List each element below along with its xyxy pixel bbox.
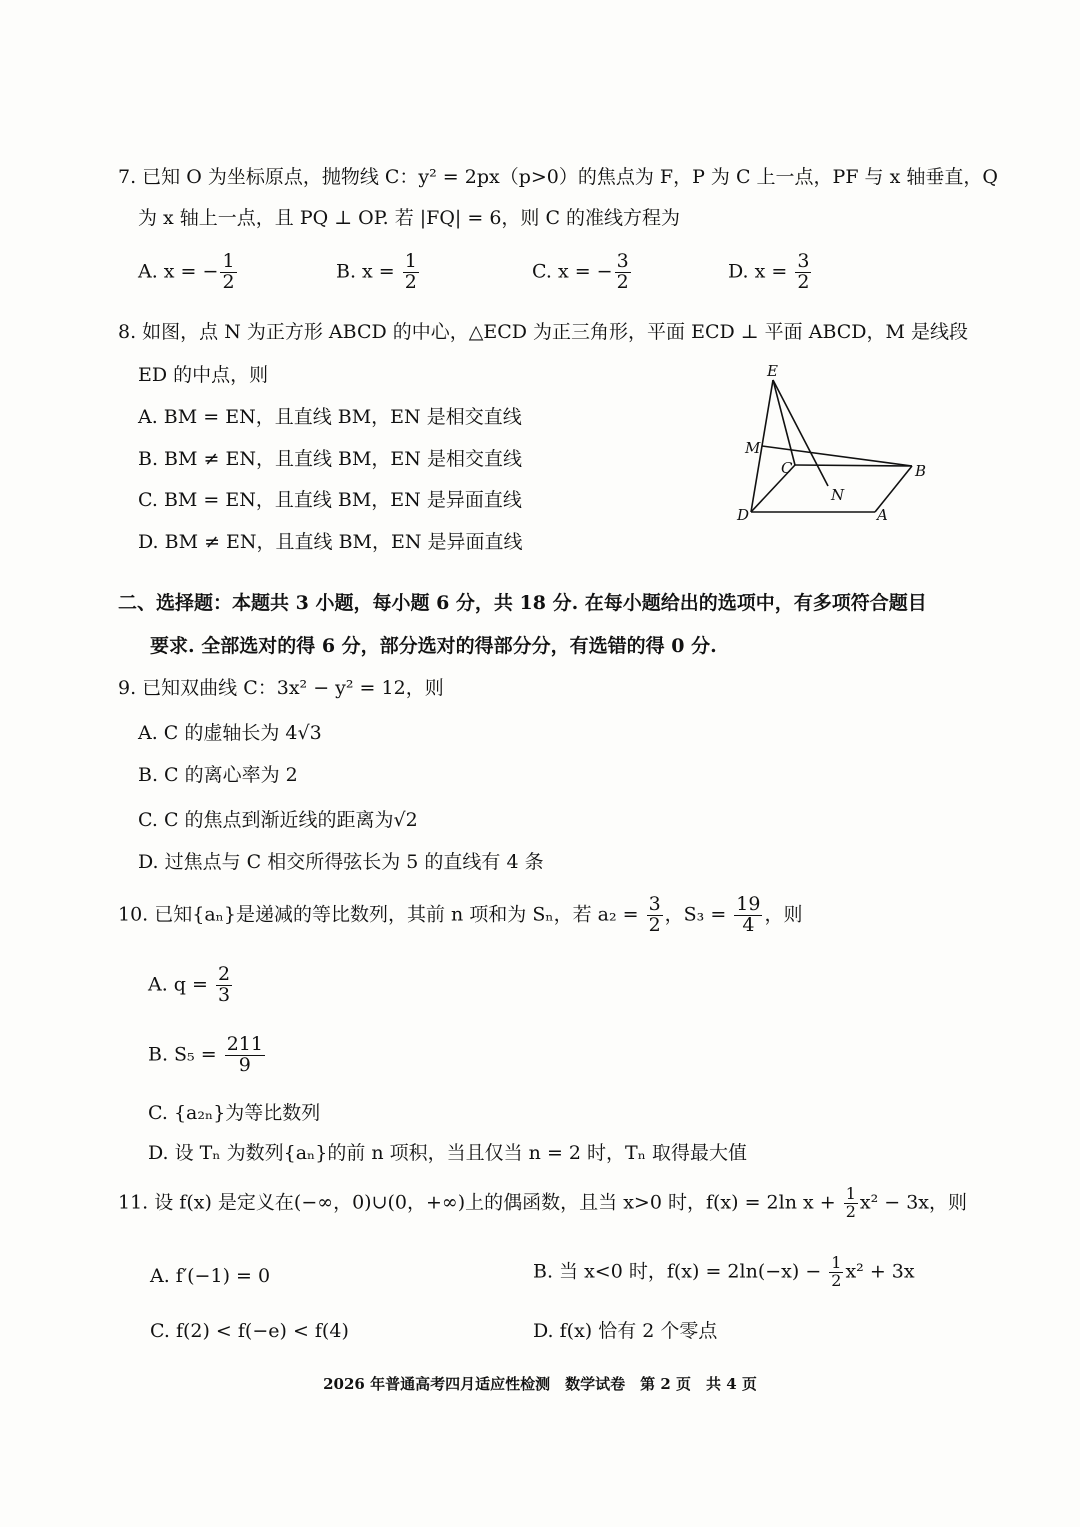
option-prefix: A. q =: [148, 973, 214, 996]
fraction-denominator: 2: [831, 1270, 842, 1290]
label-E: E: [767, 362, 778, 380]
label-N: N: [831, 486, 845, 504]
fraction-numerator: 2: [217, 963, 231, 985]
fraction-numerator: 211: [226, 1033, 263, 1055]
fraction-numerator: 19: [736, 893, 761, 915]
q8-line1: 8. 如图，点 N 为正方形 ABCD 的中心，△ECD 为正三角形，平面 ECD ⊥ 平面 ABCD，M 是线段: [118, 321, 969, 343]
q10-option-d: D. 设 Tₙ 为数列{aₙ}的前 n 项积，当且仅当 n = 2 时，Tₙ 取得最大值: [148, 1142, 747, 1164]
q11-option-c: C. f(2) < f(−e) < f(4): [150, 1320, 349, 1342]
fraction-denominator: 3: [217, 983, 231, 1006]
q8-geometry-figure: [725, 360, 940, 530]
option-prefix: A. x = −: [138, 260, 219, 283]
q10-stem-part3: ，则: [764, 903, 803, 926]
option-b-part2: x² + 3x: [845, 1260, 915, 1283]
q10-stem-part2: ，S₃ =: [664, 903, 733, 926]
q10-option-b: [148, 1035, 267, 1076]
fraction-numerator: 1: [404, 250, 417, 272]
q9-option-c: C. C 的焦点到渐近线的距离为√2: [138, 809, 418, 831]
q9-option-d: D. 过焦点与 C 相交所得弦长为 5 的直线有 4 条: [138, 851, 544, 873]
q8-option-a: A. BM = EN，且直线 BM，EN 是相交直线: [138, 406, 522, 428]
fraction-denominator: 2: [616, 270, 629, 293]
q7-option-d: [728, 252, 813, 293]
fraction-numerator: 1: [845, 1184, 856, 1203]
q11-stem-part2: x² − 3x，则: [859, 1191, 968, 1214]
q7-line1: 7. 已知 O 为坐标原点，抛物线 C：y² = 2px（p>0）的焦点为 F，P 为 C 上一点，PF 与 x 轴垂直，Q: [118, 166, 998, 188]
q10-stem-part1: 10. 已知{aₙ}是递减的等比数列，其前 n 项和为 Sₙ，若 a₂ =: [118, 903, 645, 926]
fraction-denominator: 4: [742, 913, 755, 936]
fraction-denominator: 2: [222, 270, 235, 293]
option-prefix: C. x = −: [532, 260, 613, 283]
q8-option-c: C. BM = EN，且直线 BM，EN 是异面直线: [138, 489, 522, 511]
q11-option-b: [533, 1255, 915, 1290]
edge-CB: [795, 465, 912, 466]
q9-stem: 9. 已知双曲线 C：3x² − y² = 12，则: [118, 677, 444, 699]
fraction-numerator: 3: [616, 250, 629, 272]
q11-stem-part1: 11. 设 f(x) 是定义在(−∞，0)∪(0，+∞)上的偶函数，且当 x>0 时，f(x) = 2ln x +: [118, 1191, 842, 1214]
label-A: A: [877, 506, 888, 524]
q7-option-c: [532, 252, 633, 293]
fraction-denominator: 2: [648, 913, 661, 936]
fraction-denominator: 2: [797, 270, 810, 293]
section2-heading-line2: 要求. 全部选对的得 6 分，部分选对的得部分分，有选错的得 0 分.: [150, 635, 717, 657]
q9-option-b: B. C 的离心率为 2: [138, 764, 298, 786]
fraction-numerator: 1: [222, 250, 235, 272]
page-footer: 2026 年普通高考四月适应性检测 数学试卷 第 2 页 共 4 页: [323, 1375, 757, 1393]
q9-option-a: A. C 的虚轴长为 4√3: [138, 722, 322, 744]
q8-line2: ED 的中点，则: [138, 364, 269, 386]
option-b-part1: B. 当 x<0 时，f(x) = 2ln(−x) −: [533, 1260, 828, 1283]
fraction-numerator: 3: [648, 893, 661, 915]
q8-option-d: D. BM ≠ EN，且直线 BM，EN 是异面直线: [138, 531, 523, 553]
label-B: B: [915, 462, 927, 480]
q10-stem: [118, 895, 803, 936]
fraction-numerator: 1: [831, 1253, 842, 1272]
q11-option-a: A. f′(−1) = 0: [150, 1265, 271, 1287]
q10-option-c: C. {a₂ₙ}为等比数列: [148, 1102, 321, 1124]
fraction-denominator: 2: [845, 1201, 856, 1221]
q11-stem: [118, 1186, 967, 1221]
q10-option-a: [148, 965, 234, 1006]
label-D: D: [737, 506, 750, 524]
option-prefix: D. x =: [728, 260, 794, 283]
option-prefix: B. S₅ =: [148, 1043, 223, 1066]
q11-option-d: D. f(x) 恰有 2 个零点: [533, 1320, 718, 1342]
edge-EC: [773, 380, 795, 465]
label-C: C: [781, 459, 793, 477]
label-M: M: [745, 439, 761, 457]
q7-option-a: [138, 252, 239, 293]
q7-line2: 为 x 轴上一点，且 PQ ⊥ OP. 若 |FQ| = 6，则 C 的准线方程为: [138, 207, 681, 229]
q7-option-b: [336, 252, 421, 293]
section2-heading-line1: 二、选择题：本题共 3 小题，每小题 6 分，共 18 分. 在每小题给出的选项中，有多项符合题目: [118, 592, 927, 614]
fraction-denominator: 2: [404, 270, 417, 293]
fraction-denominator: 9: [238, 1053, 251, 1076]
fraction-numerator: 3: [797, 250, 810, 272]
q8-option-b: B. BM ≠ EN，且直线 BM，EN 是相交直线: [138, 448, 522, 470]
option-prefix: B. x =: [336, 260, 401, 283]
